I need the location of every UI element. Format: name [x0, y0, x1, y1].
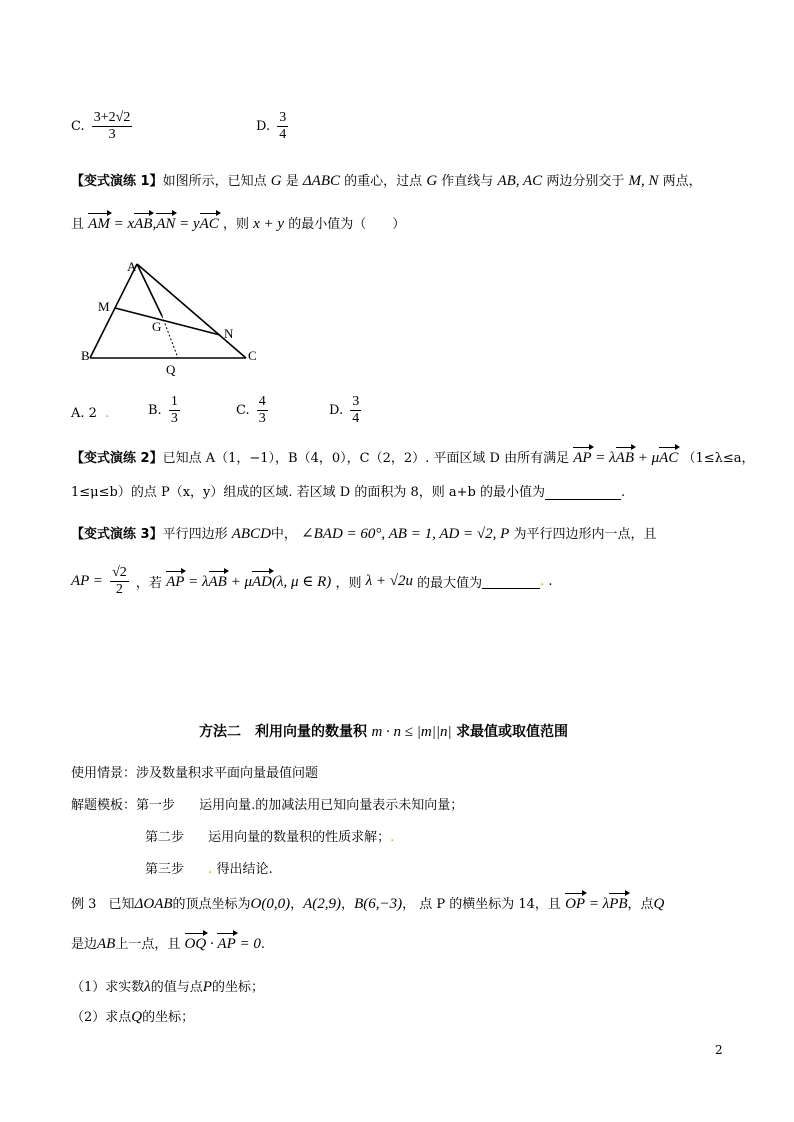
ex1-tag: 【变式演练 1】 — [71, 174, 163, 189]
label-m: M — [98, 299, 110, 314]
ex2-plus: + μ — [637, 450, 660, 466]
ex3-abcd: ABCD — [231, 526, 271, 542]
ex3-ap-num: √2 — [112, 565, 127, 580]
ex3-plus: + μ — [230, 574, 252, 590]
ex1-expr: x + y — [253, 216, 285, 232]
yellow-dot: . — [105, 406, 110, 421]
vec-ab: AB — [615, 450, 634, 466]
ex1-line2 — [71, 213, 405, 233]
question-1 — [71, 976, 264, 996]
ex3-condition2: (λ, μ ∈ R) — [272, 574, 332, 590]
usage-line: 使用情景：涉及数量积求平面向量最值问题 — [71, 766, 319, 781]
ex3-tag: 【变式演练 3】 — [71, 527, 163, 542]
ex1-option-a-text: A. 2 — [71, 406, 97, 421]
option-d-numerator: 3 — [279, 110, 287, 125]
option-d-fraction — [277, 110, 288, 143]
ex1-text: 两边分别交于 — [546, 174, 625, 189]
method-title-b: 求最值或取值范围 — [456, 724, 569, 740]
vec-an: AN — [156, 216, 176, 232]
side-ac — [137, 264, 246, 358]
ex1-triangle: ΔABC — [302, 173, 341, 189]
template-label: 解题模板：第一步 — [71, 798, 176, 813]
example3-text: ，点 — [627, 897, 654, 912]
ex1-option-d-label: D. — [329, 403, 344, 418]
ex3-text: 的最大值为 — [417, 576, 483, 591]
ex1-option-a — [71, 406, 109, 421]
ex3-line1 — [71, 523, 656, 543]
q2-text: 的坐标； — [142, 1010, 195, 1025]
vec-op: OP — [565, 896, 586, 912]
ex3-text: ，则 — [335, 576, 362, 591]
option-c-fraction — [92, 110, 133, 143]
ex1-option-d-den: 4 — [352, 411, 360, 426]
example3-text: 上一点，且 — [115, 937, 181, 952]
yellow-dot: . — [540, 574, 545, 589]
option-c — [71, 110, 135, 143]
example3-text: 点 P 的横坐标为 14，且 — [419, 897, 561, 912]
template-step2 — [145, 826, 394, 845]
ex1-comma: , — [152, 216, 157, 232]
ex1-text: 是 — [285, 174, 299, 189]
ex1-text: ，则 — [222, 217, 249, 232]
vec-ap: AP — [217, 936, 236, 952]
ex2-text: 1≤μ≤b）的点 P（x，y）组成的区域. 若区域 D 的面积为 8，则 a+b 的最小值为 — [71, 485, 545, 500]
ex1-sides: AB, AC — [497, 173, 543, 189]
ex2-end: . — [620, 485, 626, 500]
label-n: N — [224, 326, 234, 341]
method-title-math: m · n ≤ |m||n| — [371, 724, 452, 740]
example3-point-b: B(6,−3) — [354, 896, 403, 912]
vec-ap: AP — [166, 574, 185, 590]
ex3-condition: ∠BAD = 60°, AB = 1, AD = √2, P — [301, 526, 510, 542]
page-number: 2 — [715, 1043, 723, 1057]
step2-text: 运用向量的数量积的性质求解； — [208, 830, 391, 845]
ex1-text: 且 — [71, 217, 85, 232]
example3-point-o: O(0,0) — [250, 896, 291, 912]
example3-side-ab: AB — [97, 936, 116, 952]
ex2-text: 已知点 A（1，−1），B（4，0），C（2，2）. 平面区域 D 由所有满足 — [162, 451, 570, 466]
ex3-ap-den: 2 — [115, 582, 123, 597]
step1-text: 运用向量.的加减法用已知向量表示未知向量； — [199, 798, 464, 813]
example3-line2 — [71, 933, 265, 953]
q1-point-p: P — [202, 979, 212, 995]
ex1-option-b — [148, 394, 183, 427]
example3-line1: 例 3 已知ΔOAB的顶点坐标为O(0,0)，A(2,9)，B(6,−3)， 点 P 的横坐标为 14，且 OP = λPB，点Q — [71, 896, 665, 912]
method-title — [199, 721, 568, 741]
option-d-label: D. — [256, 119, 271, 134]
ex1-option-b-num: 1 — [170, 394, 178, 409]
step2-label: 第二步 — [145, 830, 185, 845]
ex1-text: 的重心，过点 — [344, 174, 423, 189]
step3-text: 得出结论. — [216, 862, 273, 877]
ex3-text: 平行四边形 — [162, 527, 228, 542]
example3-text: 的顶点坐标为 — [172, 897, 251, 912]
ex1-line1 — [71, 170, 702, 190]
template-step1 — [71, 794, 463, 813]
vec-ap: AP — [573, 450, 592, 466]
triangle-figure — [78, 258, 268, 378]
ex1-option-c — [236, 394, 271, 427]
example3-point-q: Q — [653, 896, 665, 912]
vec-ac: AC — [199, 216, 219, 232]
yellow-dot: . — [208, 862, 213, 877]
ex2-line2 — [71, 481, 625, 500]
yellow-dot: . — [390, 830, 395, 845]
q1-text: 的值与点 — [150, 980, 203, 995]
ex3-text: 中， — [270, 527, 297, 542]
example3-point-a: A(2,9) — [303, 896, 342, 912]
ex3-text: ，若 — [135, 576, 162, 591]
option-d — [256, 110, 291, 143]
method-title-a: 方法二 利用向量的数量积 — [199, 724, 367, 740]
vec-ad: AD — [252, 574, 272, 590]
ex1-points-mn: M, N — [628, 173, 659, 189]
ex2-line1 — [71, 447, 755, 467]
answer-blank[interactable] — [482, 574, 540, 589]
option-c-numerator: 3+2√2 — [93, 110, 131, 125]
ex1-option-c-den: 3 — [258, 411, 266, 426]
ex1-option-b-den: 3 — [170, 411, 178, 426]
vec-am: AM — [88, 216, 110, 232]
ex3-expr: λ + √2u — [365, 573, 413, 589]
ex1-option-d — [329, 394, 364, 427]
example3-dot-op: · — [209, 936, 214, 952]
question-2 — [71, 1006, 194, 1026]
example3-text: 已知 — [108, 897, 135, 912]
ex1-option-b-label: B. — [148, 403, 162, 418]
ex1-point-g: G — [426, 173, 438, 189]
ex1-option-c-label: C. — [236, 403, 250, 418]
example3-triangle: ΔOAB — [134, 896, 173, 912]
vec-pb: PB — [609, 896, 628, 912]
ex3-ap-lhs: AP = — [71, 573, 103, 589]
answer-blank[interactable] — [545, 485, 621, 500]
example3-text: . — [260, 937, 266, 952]
q1-lambda: λ — [144, 979, 151, 995]
label-c: C — [248, 348, 257, 363]
ex2-text: （1≤λ≤a， — [682, 451, 755, 466]
ex1-text: 的最小值为（ ） — [288, 217, 406, 232]
example3-text: 是边 — [71, 937, 98, 952]
template-step3 — [145, 858, 273, 877]
example3-eq: = λ — [588, 896, 610, 912]
vec-oq: OQ — [184, 936, 207, 952]
ex1-text: 作直线与 — [441, 174, 494, 189]
q1-text: 的坐标； — [211, 980, 264, 995]
q1-text: （1）求实数 — [71, 980, 145, 995]
median-ag — [137, 264, 162, 316]
ex3-line2 — [71, 565, 553, 598]
option-c-denominator: 3 — [108, 127, 116, 142]
label-g: G — [152, 319, 162, 334]
option-c-label: C. — [71, 119, 85, 134]
ex3-text: 为平行四边形内一点，且 — [513, 527, 657, 542]
ex1-point-g: G — [270, 173, 282, 189]
example3-label: 例 3 — [71, 897, 97, 912]
ex1-eq: = x — [113, 216, 135, 232]
vec-ab: AB — [134, 216, 153, 232]
ex3-end: . — [548, 574, 553, 589]
step3-label: 第三步 — [145, 862, 185, 877]
vec-ac: AC — [659, 450, 679, 466]
q2-text: （2）求点 — [71, 1010, 132, 1025]
vec-ab: AB — [208, 574, 227, 590]
ex1-option-d-num: 3 — [352, 394, 360, 409]
ex2-eq: = λ — [595, 450, 616, 466]
label-q: Q — [166, 362, 176, 377]
ex1-text: 如图所示，已知点 — [162, 174, 267, 189]
ex1-text: 两点， — [662, 174, 702, 189]
q2-point-q: Q — [131, 1009, 143, 1025]
example3-zero: = 0 — [239, 936, 261, 952]
ex1-option-c-num: 4 — [258, 394, 266, 409]
label-b: B — [81, 348, 90, 363]
label-a: A — [127, 259, 137, 274]
ex1-eq: = y — [179, 216, 200, 232]
option-d-denominator: 4 — [279, 127, 287, 142]
ex3-eq: = λ — [188, 574, 209, 590]
ex2-tag: 【变式演练 2】 — [71, 451, 163, 466]
